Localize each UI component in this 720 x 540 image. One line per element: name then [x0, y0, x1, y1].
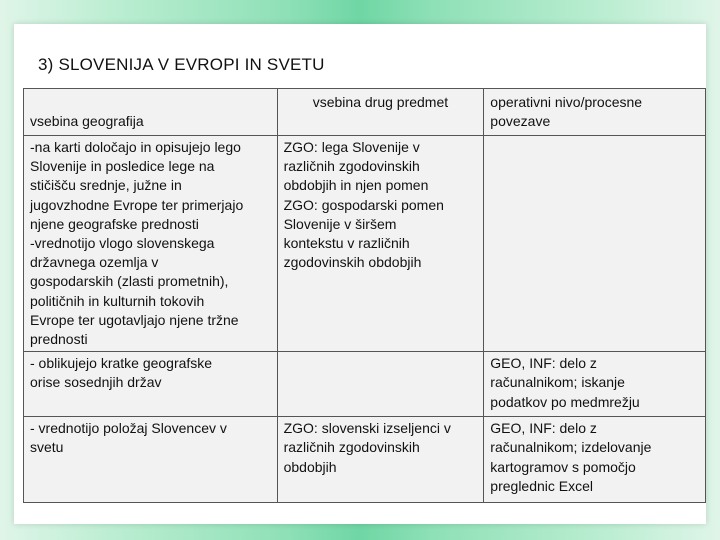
cell-geografija: -na karti določajo in opisujejo lego Slovenije in posledice lege na stičišču srednje, južne in jugovzhodne Evrope ter primerjajo njene geografske prednosti -vrednotijo vlogo slovenskega državnega ozemlja v gospodarskih (zlasti prometnih), političnih in kulturnih tokovih Evrope ter ugotavljajo njene tržne prednosti	[24, 136, 278, 352]
table-row	[24, 417, 706, 503]
cell-operativni: GEO, INF: delo z računalnikom; izdelovanje kartogramov s pomočjo preglednic Excel	[484, 417, 706, 503]
table-row	[24, 352, 706, 417]
cell-drug-predmet: ZGO: lega Slovenije v različnih zgodovinskih obdobjih in njen pomen ZGO: gospodarski pomen Slovenije v širšem kontekstu v različnih zgodovinskih obdobjih	[277, 136, 484, 352]
slide-title: 3) SLOVENIJA V EVROPI IN SVETU	[38, 55, 325, 74]
curriculum-table	[23, 88, 706, 503]
header-vsebina-drug-predmet: vsebina drug predmet	[277, 89, 484, 136]
table-row	[24, 136, 706, 352]
cell-drug-predmet: ZGO: slovenski izseljenci v različnih zgodovinskih obdobjih	[277, 417, 484, 503]
cell-drug-predmet	[277, 352, 484, 417]
cell-geografija: - vrednotijo položaj Slovencev v svetu	[24, 417, 278, 503]
header-operativni-nivo: operativni nivo/procesne povezave	[484, 89, 706, 136]
cell-geografija: - oblikujejo kratke geografske orise sosednjih držav	[24, 352, 278, 417]
table-header-row	[24, 89, 706, 136]
header-vsebina-geografija: vsebina geografija	[24, 89, 278, 136]
cell-operativni: GEO, INF: delo z računalnikom; iskanje podatkov po medmrežju	[484, 352, 706, 417]
cell-operativni	[484, 136, 706, 352]
